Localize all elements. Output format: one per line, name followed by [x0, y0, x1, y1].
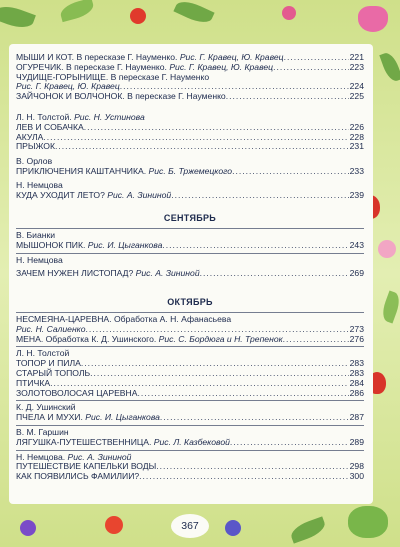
toc-entry: МЕНА. Обработка К. Д. Ушинского. Рис. С. Бордюга и Н. Трепенок ..... 276 [16, 335, 364, 345]
toc-author-block [16, 157, 364, 177]
divider [16, 253, 364, 254]
flower-decoration [20, 520, 36, 536]
toc-entry: КАК ПОЯВИЛИСЬ ФАМИЛИИ? ..... 300 [16, 472, 364, 482]
toc-entry: ЧУДИЩЕ-ГОРЫНИЩЕ. В пересказе Г. Науменко [16, 72, 210, 82]
toc-entry: ПУТЕШЕСТВИЕ КАПЕЛЬКИ ВОДЫ ..... 298 [16, 462, 364, 472]
author-name: К. Д. Ушинский [16, 402, 76, 413]
toc-entry: ЗОЛОТОВОЛОСАЯ ЦАРЕВНА ..... 286 [16, 389, 364, 399]
toc-entry: АКУЛА ..... 228 [16, 133, 364, 143]
leaf-decoration [0, 2, 36, 33]
divider [16, 346, 364, 347]
toc-entry: ЗАЙЧОНОК И ВОЛЧОНОК. В пересказе Г. Науменко ..... 225 [16, 92, 364, 102]
leaf-decoration [379, 291, 400, 324]
toc-author-block [16, 181, 364, 201]
butterfly-decoration [358, 6, 388, 32]
author-name: Н. Немцова [16, 254, 63, 265]
divider [16, 228, 364, 229]
author-name: В. Орлов [16, 156, 53, 166]
toc-entry: КУДА УХОДИТ ЛЕТО? Рис. А. Зининой ..... 239 [16, 191, 364, 201]
author-name: Л. Н. Толстой [16, 348, 70, 359]
toc-entry: ПТИЧКА ..... 284 [16, 379, 364, 389]
toc-entry: СТАРЫЙ ТОПОЛЬ ..... 283 [16, 369, 364, 379]
toc-entry: НЕСМЕЯНА-ЦАРЕВНА. Обработка А. Н. Афанасьева [16, 315, 232, 324]
toc-entry: ЗАЧЕМ НУЖЕН ЛИСТОПАД? Рис. А. Зининой ..... 269 [16, 269, 364, 279]
author-name: В. М. Гаршин [16, 426, 69, 437]
toc-entry: ЛЯГУШКА-ПУТЕШЕСТВЕННИЦА. Рис. Л. Казбековой ..... 289 [16, 438, 364, 448]
flower-decoration [105, 516, 123, 534]
toc-entry: ЛЕВ И СОБАЧКА ..... 226 [16, 123, 364, 133]
toc-author-block [16, 113, 364, 152]
leaf-decoration [59, 0, 96, 22]
section-september [16, 213, 364, 279]
toc-top-block [16, 53, 364, 102]
author-name: Н. Немцова. Рис. А. Зининой [16, 451, 132, 462]
divider [16, 450, 364, 451]
divider [16, 312, 364, 313]
leaf-decoration [173, 0, 214, 27]
section-october [16, 297, 364, 482]
flower-decoration [282, 6, 296, 20]
divider [16, 400, 364, 401]
toc-entry-continued: Рис. Н. Салиенко ..... 273 [16, 325, 364, 335]
divider [16, 425, 364, 426]
page-number: 367 [171, 514, 209, 538]
author-name: Л. Н. Толстой. Рис. Н. Устинова [16, 112, 145, 122]
month-heading: СЕНТЯБРЬ [163, 213, 217, 223]
toc-entry: ПРЫЖОК ..... 231 [16, 142, 364, 152]
leaf-decoration [288, 516, 327, 543]
flower-decoration [225, 520, 241, 536]
leaf-decoration [379, 51, 400, 84]
author-name: Н. Немцова [16, 180, 63, 190]
author-name: В. Бианки [16, 230, 56, 240]
toc-entry: ОГУРЕЧИК. В пересказе Г. Науменко. Рис. Г. Кравец, Ю. Кравец ..... 223 [16, 63, 364, 73]
flower-decoration [130, 8, 146, 24]
flower-decoration [378, 240, 396, 258]
toc-entry: ТОПОР И ПИЛА ..... 283 [16, 359, 364, 369]
toc-entry: МЫШОНОК ПИК. Рис. И. Цыганкова ..... 243 [16, 241, 364, 251]
toc-entry: МЫШИ И КОТ. В пересказе Г. Науменко. Рис. Г. Кравец, Ю. Кравец ..... 221 [16, 53, 364, 63]
toc-entry-continued: Рис. Г. Кравец, Ю. Кравец ..... 224 [16, 82, 364, 92]
month-heading: ОКТЯБРЬ [167, 297, 213, 307]
toc-entry: ПЧЕЛА И МУХИ. Рис. И. Цыганкова ..... 287 [16, 413, 364, 423]
frog-decoration [348, 506, 388, 538]
toc-entry: ПРИКЛЮЧЕНИЯ КАШТАНЧИКА. Рис. Б. Тржемецкого ..... 233 [16, 167, 364, 177]
